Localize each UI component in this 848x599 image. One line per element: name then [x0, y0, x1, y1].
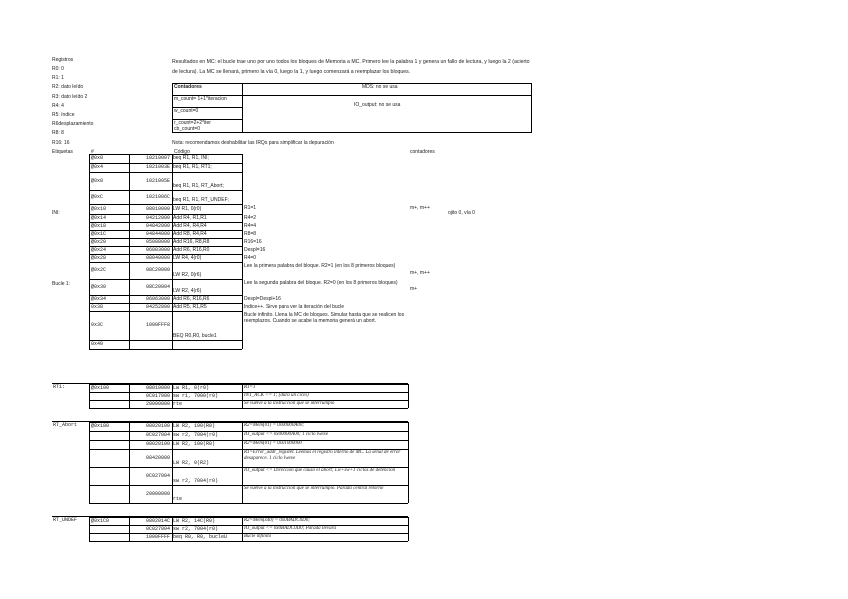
row-address: [91, 401, 128, 408]
row-hex: 08020100: [145, 441, 170, 448]
row-comment: INT_ACK <= 1; (dura un ciclo): [244, 392, 309, 398]
row-hex: 06003000: [145, 246, 170, 253]
row-code: LW R4, 4(r0): [173, 254, 202, 261]
row-address: @0x1C0: [91, 517, 110, 524]
row-address: [91, 441, 128, 449]
row-comment: R1=Error_addr_register. Leemos el registro interno de MC. La señal de error desaparece. 1 ciclo lwexe: [244, 449, 401, 461]
row-comment: Despl=Despl+16: [244, 295, 281, 302]
row-address: @0x24: [91, 246, 107, 253]
row-hex: 1021006C: [145, 193, 170, 200]
row-address: 0x38: [91, 303, 104, 310]
registers-title: Registros: [52, 57, 74, 63]
row-hex: 06063000: [145, 295, 170, 302]
side-note: ojito 0, vía 0: [448, 210, 475, 216]
row-code: Add R4, R4,R4: [173, 222, 207, 229]
row-comment: Despl=16: [244, 246, 266, 253]
row-code: rte: [173, 400, 183, 407]
row-hex: 08020100: [145, 423, 170, 430]
row-address: [91, 432, 128, 440]
row-address: @0x28: [91, 254, 107, 261]
row-code: sw r1, 7000(r0): [173, 392, 219, 399]
row-code: Lw R1, 0(r0): [173, 384, 210, 391]
row-counter: m+, m++: [410, 205, 430, 211]
row-code: LW R2, 100(R0): [173, 441, 216, 448]
row-comment: R4=0: [244, 254, 257, 261]
header-contadores: contadores: [410, 149, 435, 155]
row-counter: m+: [410, 286, 418, 292]
row-address: [91, 468, 128, 485]
row-hex: 10210007: [145, 155, 170, 162]
label-rt-abort: RT_Abort: [53, 422, 78, 428]
row-address: @0x180: [91, 423, 110, 430]
row-address: @0x18: [91, 222, 107, 229]
row-comment: R16=16: [244, 238, 262, 245]
row-address: [91, 393, 128, 400]
row-address: @0x14: [91, 214, 107, 221]
row-comment: R4=2: [244, 214, 257, 221]
row-comment: R2=Mem(01) = 0x00000A00;: [244, 422, 305, 428]
header-hash: #: [91, 149, 94, 155]
row-hex: 05088000: [145, 238, 170, 245]
row-address: 0x3C: [91, 322, 104, 329]
row-hex: 1000FFF8: [145, 322, 170, 329]
m-count: m_count= 1+1*iteracion: [174, 96, 227, 102]
row-code: LW R2, 14C(R0): [173, 517, 216, 524]
row-code: LW R2, 0(R2): [173, 460, 210, 467]
row-address: @0x0: [91, 155, 104, 162]
mds-value: MDS: no se usa: [362, 84, 398, 90]
row-comment: Se vuelve a la instrucción que se interrumpió: [244, 400, 335, 406]
row-address: @0x20: [91, 238, 107, 245]
row-address: [91, 450, 128, 467]
row-address: @0xC: [91, 193, 104, 200]
register-item: R3: dato leído 2: [52, 93, 88, 100]
row-comment: Bucle infinito: [244, 533, 272, 539]
row-code: sw r2, 7004(r0): [173, 432, 219, 439]
row-code: sw r2, 7004(r0): [173, 525, 219, 532]
row-address: @0x10: [91, 205, 107, 212]
row-comment: IO_output <= Dirección que causó el abort; Lw+sw+1 ciclos de detención: [244, 467, 396, 473]
row-comment: R1=1: [244, 384, 256, 390]
row-code: Add R5, R1,R5: [173, 303, 207, 310]
row-code: Add R6, R16,R6: [173, 295, 210, 302]
row-code: LW R2, 4(r6): [173, 288, 202, 295]
row-hex: 0C027004: [145, 432, 170, 439]
row-hex: 08040000: [145, 254, 170, 261]
row-address: @0x2C: [91, 267, 107, 274]
row-comment: R2=Mem(01) = 0x01000000: [244, 440, 302, 446]
row-hex: 1021003E: [145, 164, 170, 171]
row-code: sw r2, 7004(r0): [173, 478, 219, 485]
row-comment: IO_output <= 0x0BADC0D0; Parada llevara: [244, 525, 337, 531]
w-count: w_count=0: [174, 108, 199, 114]
row-code: beq R1, R1, RT1;: [173, 164, 212, 171]
row-hex: 04844000: [145, 230, 170, 237]
row-code: rte: [173, 496, 183, 503]
row-comment: R8=8: [244, 230, 257, 237]
row-comment: Bucle infinito. Llena la MC de bloques. Simular hasta que se realicen los reemplazos. Cuando se acabe la memoria generá un abort.: [244, 311, 405, 324]
row-comment: Se vuelve a la instrucción que se interrumpió. Parada central retorno: [244, 485, 384, 491]
row-code: [173, 341, 243, 349]
r-count: r_count=2+2*iter: [174, 120, 211, 126]
row-code: Add R4, R1,R1: [173, 214, 207, 221]
row-comment: Lee la primera palabra del bloque. R2=1 (en los 8 primeros bloques): [244, 262, 396, 269]
row-hex: 08C20000: [145, 267, 170, 274]
io-output-value: IO_output: no se usa: [354, 102, 401, 108]
row-comment: Indice++. Sirve para ver la iteración del bucle: [244, 303, 345, 310]
row-hex: 04212000: [145, 214, 170, 221]
row-hex: 08010000: [145, 384, 170, 391]
row-comment: R1=1: [244, 204, 257, 211]
row-comment: R4=4: [244, 222, 257, 229]
row-code: Add R6, R16,R0: [173, 246, 210, 253]
row-code: LW R2, 0(r6): [173, 272, 202, 279]
register-item: R5: índice: [52, 112, 75, 118]
row-code: beq R1, R1, INI;: [173, 155, 209, 162]
row-hex: 20000000: [145, 400, 170, 407]
note-text: Nota: recomendamos deshabilitar las IRQs para simplificar la depuración: [172, 140, 334, 146]
row-comment: Lee la segunda palabra del bloque. R2=0 (en los 8 primeros bloques): [244, 279, 398, 286]
register-item: R0: 0: [52, 66, 64, 72]
label-bucle1: Bucle 1:: [52, 281, 71, 287]
row-hex: 20000000: [145, 490, 170, 497]
row-code: LW R1, 0(r0): [173, 205, 202, 212]
row-hex: 08010000: [145, 205, 170, 212]
label-rt1: RT1:: [53, 384, 66, 390]
row-address: @0x4: [91, 164, 104, 171]
cb-count: cb_count=0: [174, 126, 200, 132]
row-address: [91, 486, 128, 503]
etiquetas-label: Etiquetas: [52, 149, 73, 155]
row-hex: 0C027004: [145, 525, 170, 532]
row-address: @0x30: [91, 283, 107, 290]
row-address: @0x1C: [91, 230, 107, 237]
register-item: R8: 8: [52, 130, 64, 137]
register-item: R6desplazamiento: [52, 121, 94, 128]
label-ini: INI:: [52, 210, 60, 216]
counters-box: [172, 83, 532, 133]
row-code: LW R2, 100(R0): [173, 423, 216, 430]
register-item: R1: 1: [52, 75, 64, 82]
row-hex: 04252800: [145, 303, 170, 310]
label-rt-undef: RT_UNDEF: [53, 517, 78, 523]
row-address: [91, 526, 128, 533]
row-hex: 0802014C: [145, 517, 170, 524]
row-hex: 08C20004: [145, 283, 170, 290]
row-comment: IO_output <= 0x00000A00; 1 ciclo lwexe: [244, 431, 329, 437]
row-address: @0x34: [91, 295, 107, 302]
row-code: beq R1, R1, RT_Abort;: [173, 183, 224, 190]
row-code: Add R16, R8,R8: [173, 238, 210, 245]
row-hex: 08420000: [145, 454, 170, 461]
row-hex: 1000FFFF: [145, 533, 170, 540]
header-codigo: Código: [174, 149, 190, 155]
row-hex: [129, 341, 170, 349]
intro-text: Resultados en MC: el bucle trae uno por uno todos los bloques de Memoria a MC. Primero lee la palabra 1 y genera un fallo de lectura, y luego la 2 (acierto de lectura). La MC se llenará, primero la vía 0, luego la 1, y luego comenzará a reemplazar los bloques.: [172, 59, 530, 75]
register-item: R2: dato leído: [52, 84, 84, 91]
row-address: [91, 534, 128, 541]
row-comment: R2=Mem(x40) = 0x0BADC0D0;: [244, 517, 310, 523]
row-hex: 1021005E: [145, 177, 170, 184]
row-address: 0x40: [91, 341, 104, 348]
register-item: R4: 4: [52, 102, 64, 109]
row-code: BEQ R0,R0, bucle1: [173, 333, 217, 340]
row-code: Add R8, R4,R4: [173, 230, 207, 237]
row-code: beq R0, R0, bucleU: [173, 533, 228, 540]
row-address: @0x8: [91, 177, 104, 184]
row-code: beq R1, R1, RT_UNDEF;: [173, 197, 230, 204]
register-item: R16: 16: [52, 139, 70, 146]
row-hex: 0C027004: [145, 472, 170, 479]
row-hex: 04842000: [145, 222, 170, 229]
row-address: @0x100: [91, 384, 110, 391]
row-hex: 0C017000: [145, 392, 170, 399]
row-counter: m+, m++: [410, 270, 430, 276]
counters-title: Contadores: [174, 84, 202, 90]
